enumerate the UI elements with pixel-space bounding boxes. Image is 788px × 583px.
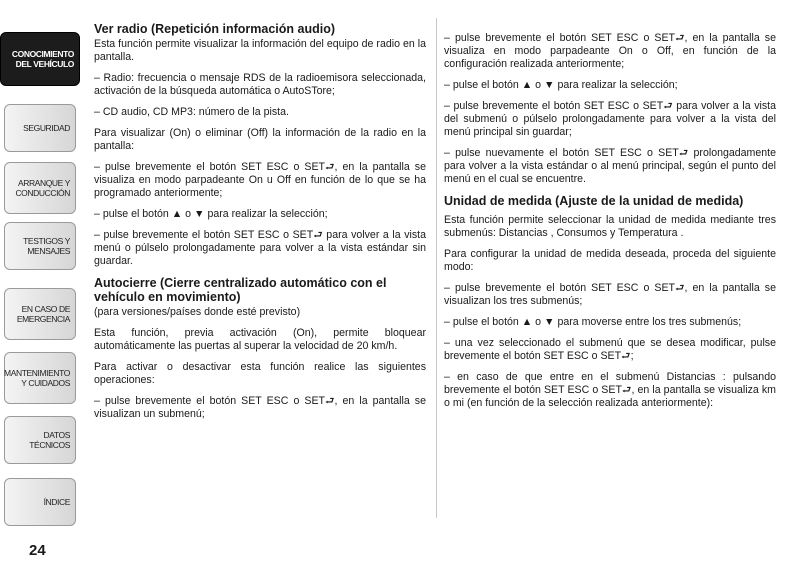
paragraph: – pulse brevemente el botón SET ESC o SET⮐, en la pantalla se visualiza en modo parpadeante On o Off, en función de la configuración realizada anteriormente; bbox=[444, 32, 776, 70]
paragraph: Para visualizar (On) o eliminar (Off) la información de la radio en la pantalla: bbox=[94, 127, 426, 152]
heading-autocierre: Autocierre (Cierre centralizado automático con el vehículo en movimiento) bbox=[94, 276, 387, 304]
tab-testigos-y-mensajes[interactable] bbox=[4, 222, 76, 270]
page-number: 24 bbox=[29, 542, 46, 559]
paragraph: – una vez seleccionado el submenú que se desea modificar, pulse brevemente el botón SET ESC o SET⮐; bbox=[444, 337, 776, 362]
tab-label: ÍNDICE bbox=[43, 497, 70, 507]
paragraph: – CD audio, CD MP3: número de la pista. bbox=[94, 106, 289, 118]
paragraph: – pulse brevemente el botón SET ESC o SET⮐, en la pantalla se visualizan los tres submenús; bbox=[444, 282, 776, 307]
paragraph: – pulse el botón ▲ o ▼ para moverse entre los tres submenús; bbox=[444, 316, 742, 328]
paragraph: – pulse el botón ▲ o ▼ para realizar la selección; bbox=[94, 208, 328, 220]
paragraph: – en caso de que entre en el submenú Distancias : pulsando brevemente el botón SET ESC o SET⮐, en la pantalla se visualiza km o mi (en función de la selección realizada anteriormente): bbox=[444, 371, 776, 409]
paragraph: Para configurar la unidad de medida deseada, proceda del siguiente modo: bbox=[444, 248, 776, 273]
tab-label: ARRANQUE Y CONDUCCIÓN bbox=[15, 178, 70, 198]
paragraph: – pulse el botón ▲ o ▼ para realizar la selección; bbox=[444, 79, 678, 91]
tab-arranque-y-conduccion[interactable] bbox=[4, 162, 76, 214]
text-column-right bbox=[444, 32, 776, 418]
tab-seguridad[interactable] bbox=[4, 104, 76, 152]
paragraph: Esta función permite seleccionar la unidad de medida mediante tres submenús: Distancias , Consumos y Temperatura . bbox=[444, 214, 776, 239]
tab-conocimiento-del-vehiculo[interactable] bbox=[0, 32, 80, 86]
paragraph: – pulse nuevamente el botón SET ESC o SET⮐ prolongadamente para volver a la vista estándar o al menú principal, según el punto del menú en el cual se encuentre. bbox=[444, 147, 776, 185]
tab-label: MANTENIMIENTO Y CUIDADOS bbox=[4, 368, 70, 388]
tab-datos-tecnicos[interactable] bbox=[4, 416, 76, 464]
tab-indice[interactable] bbox=[4, 478, 76, 526]
tab-label: EN CASO DE EMERGENCIA bbox=[16, 304, 70, 324]
section-sidebar bbox=[0, 0, 80, 583]
paragraph: – pulse brevemente el botón SET ESC o SET⮐, en la pantalla se visualizan un submenú; bbox=[94, 395, 426, 420]
subheading-note: (para versiones/países donde esté previsto) bbox=[94, 306, 301, 318]
tab-label: DATOS TÉCNICOS bbox=[29, 430, 70, 450]
text-column-left bbox=[94, 22, 426, 429]
tab-en-caso-de-emergencia[interactable] bbox=[4, 288, 76, 340]
paragraph: – pulse brevemente el botón SET ESC o SET⮐, en la pantalla se visualiza en modo parpadeante On u Off en función de lo que se ha programado anteriormente; bbox=[94, 161, 426, 199]
paragraph: – pulse brevemente el botón SET ESC o SET⮐ para volver a la vista del submenú o púlselo prolongadamente para volver a la vista del menú principal sin guardar; bbox=[444, 100, 776, 138]
tab-label: SEGURIDAD bbox=[23, 123, 70, 133]
paragraph: Esta función permite visualizar la información del equipo de radio en la pantalla. bbox=[94, 38, 426, 63]
paragraph: Esta función, previa activación (On), permite bloquear automáticamente las puertas al superar la velocidad de 20 km/h. bbox=[94, 327, 426, 352]
tab-mantenimiento-y-cuidados[interactable] bbox=[4, 352, 76, 404]
paragraph: Para activar o desactivar esta función realice las siguientes operaciones: bbox=[94, 361, 426, 386]
paragraph: – Radio: frecuencia o mensaje RDS de la radioemisora seleccionada, activación de la búsqueda automática o AutoSTore; bbox=[94, 72, 426, 97]
tab-label: CONOCIMIENTO DEL VEHÍCULO bbox=[11, 49, 74, 69]
column-divider bbox=[436, 18, 437, 518]
heading-ver-radio: Ver radio (Repetición información audio) bbox=[94, 22, 336, 36]
tab-label: TESTIGOS Y MENSAJES bbox=[23, 236, 70, 256]
heading-unidad-de-medida: Unidad de medida (Ajuste de la unidad de medida) bbox=[444, 194, 744, 208]
paragraph: – pulse brevemente el botón SET ESC o SET⮐ para volver a la vista menú o púlselo prolongadamente para volver a la vista estándar sin guardar. bbox=[94, 229, 426, 267]
